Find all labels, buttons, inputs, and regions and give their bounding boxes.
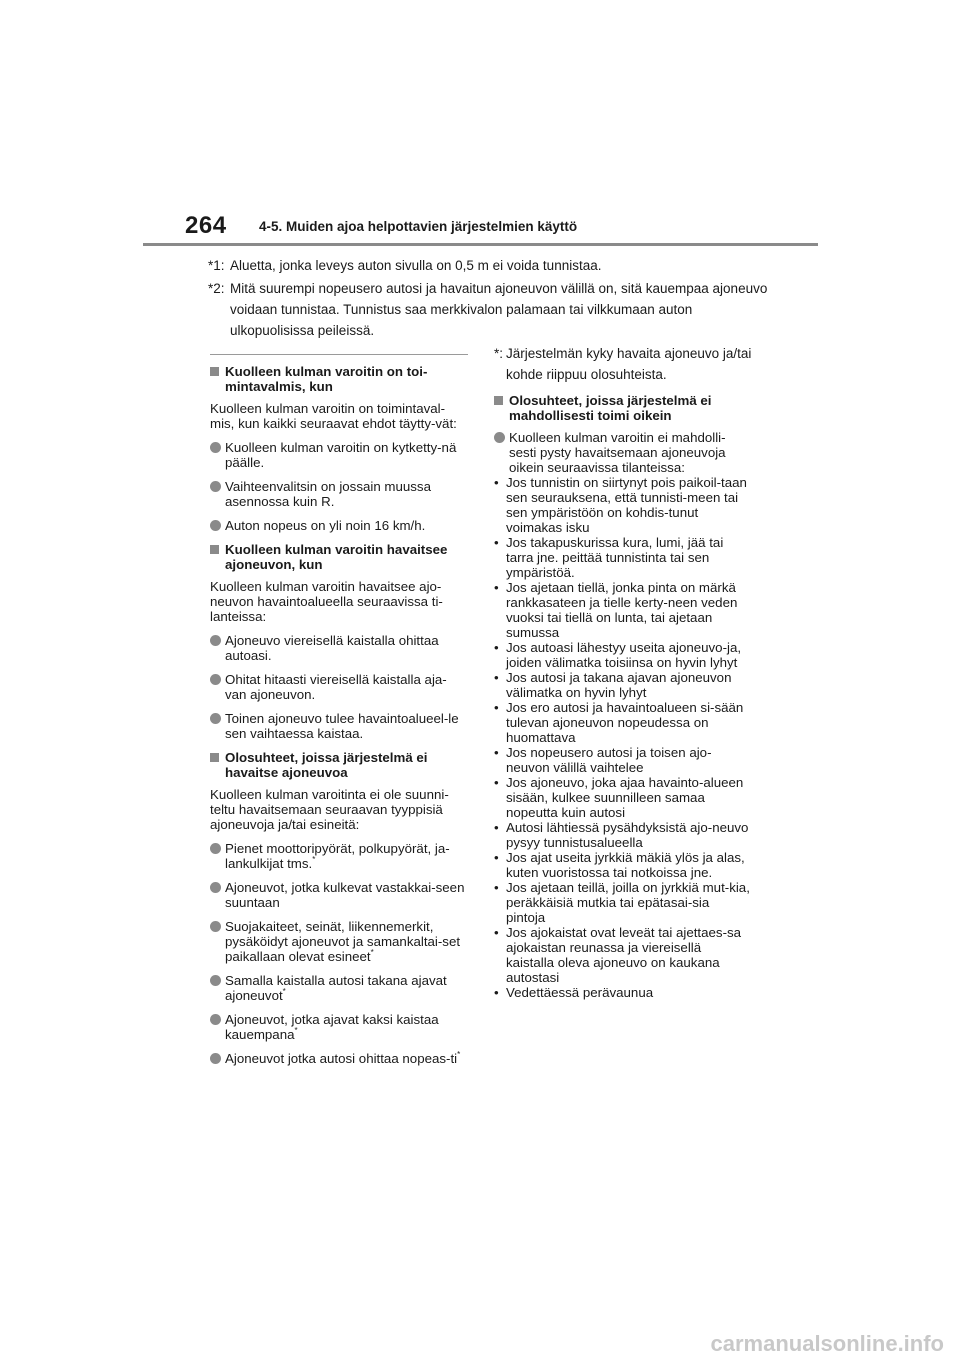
- list-item: [210, 518, 468, 533]
- section-title: 4-5. Muiden ajoa helpottavien järjestelmien käyttö: [259, 219, 578, 234]
- circle-bullet-icon: [210, 843, 221, 854]
- square-bullet-icon: [210, 367, 219, 376]
- watermark: carmanualsonline.info: [710, 1331, 944, 1356]
- list-item-text: Vaihteenvalitsin on jossain muussa asennossa kuin R.: [225, 479, 431, 509]
- list-item: [210, 841, 468, 871]
- list-item-text: Auton nopeus on yli noin 16 km/h.: [225, 518, 426, 533]
- heading-text: Kuolleen kulman varoitin havaitsee ajoneuvon, kun: [225, 542, 448, 572]
- header-rule: [143, 243, 818, 246]
- right-column: [494, 343, 752, 1000]
- footnote-1: [208, 255, 768, 276]
- footnote-mark: *:: [494, 346, 504, 361]
- list-item: [210, 440, 468, 470]
- section-heading: [210, 750, 468, 780]
- list-item-text: Ajoneuvo viereisellä kaistalla ohittaa autoasi.: [225, 633, 439, 663]
- list-item: [210, 711, 468, 741]
- list-item: [210, 919, 468, 964]
- condition-item: • Jos ajat useita jyrkkiä mäkiä ylös ja alas, kuten vuoristossa tai notkoissa jne.: [494, 850, 752, 880]
- circle-bullet-icon: [210, 635, 221, 646]
- list-item-text: Pienet moottoripyörät, polkupyörät, ja-lankulkijat tms.: [225, 841, 450, 871]
- footnotes: [208, 255, 768, 343]
- circle-bullet-icon: [210, 520, 221, 531]
- section-heading: [210, 542, 468, 572]
- condition-item: • Jos ero autosi ja havaintoalueen si-sään tulevan ajoneuvon nopeudessa on huomattava: [494, 700, 752, 745]
- square-bullet-icon: [494, 396, 503, 405]
- star-footnote: [494, 343, 752, 385]
- left-column: [210, 350, 468, 1075]
- heading-text: Olosuhteet, joissa järjestelmä ei mahdollisesti toimi oikein: [509, 393, 712, 423]
- circle-bullet-icon: [494, 432, 505, 443]
- condition-item: • Jos ajokaistat ovat leveät tai ajettaes-sa ajokaistan reunassa ja viereisellä kaistalla oleva ajoneuvo on kaukana autostasi: [494, 925, 752, 985]
- section-heading: [210, 364, 468, 394]
- section-heading: [494, 393, 752, 423]
- circle-bullet-icon: [210, 975, 221, 986]
- footnote-text: Järjestelmän kyky havaita ajoneuvo ja/tai kohde riippuu olosuhteista.: [506, 346, 752, 382]
- list-item-text: Samalla kaistalla autosi takana ajavat ajoneuvot: [225, 973, 447, 1003]
- square-bullet-icon: [210, 753, 219, 762]
- list-item: [210, 880, 468, 910]
- condition-item: • Jos autosi ja takana ajavan ajoneuvon välimatka on hyvin lyhyt: [494, 670, 752, 700]
- footnote-mark: *1:: [208, 258, 225, 273]
- heading-text: Kuolleen kulman varoitin on toi-mintavalmis, kun: [225, 364, 428, 394]
- footnote-text: Mitä suurempi nopeusero autosi ja havaitun ajoneuvon välillä on, sitä kauempaa ajoneuvo voidaan tunnistaa. Tunnistus saa merkkivalon palamaan tai vilkkumaan auton ulkopuolisissa peileissä.: [230, 281, 768, 338]
- list-item-text: Kuolleen kulman varoitin on kytketty-nä päälle.: [225, 440, 457, 470]
- footnote-star: *: [294, 1026, 298, 1035]
- footnote-star: *: [370, 948, 374, 957]
- list-item: [210, 672, 468, 702]
- condition-item: • Vedettäessä perävaunua: [494, 985, 752, 1000]
- list-item: [210, 479, 468, 509]
- condition-item: • Autosi lähtiessä pysähdyksistä ajo-neuvo pysyy tunnistusalueella: [494, 820, 752, 850]
- heading-text: Olosuhteet, joissa järjestelmä ei havaitse ajoneuvoa: [225, 750, 428, 780]
- page-number: 264: [185, 212, 227, 239]
- circle-bullet-icon: [210, 674, 221, 685]
- list-item-text: Ajoneuvot, jotka kulkevat vastakkai-seen suuntaan: [225, 880, 465, 910]
- square-bullet-icon: [210, 545, 219, 554]
- circle-bullet-icon: [210, 442, 221, 453]
- paragraph: Kuolleen kulman varoitin havaitsee ajo-neuvon havaintoalueella seuraavissa ti-lanteissa:: [210, 579, 443, 624]
- condition-item: • Jos ajetaan teillä, joilla on jyrkkiä mut-kia, peräkkäisiä mutkia tai epätasai-sia pintoja: [494, 880, 752, 925]
- list-item-text: Ajoneuvot jotka autosi ohittaa nopeas-ti: [225, 1051, 458, 1066]
- list-item: [210, 1012, 468, 1042]
- condition-item: • Jos autoasi lähestyy useita ajoneuvo-ja, joiden välimatka toisiinsa on hyvin lyhyt: [494, 640, 752, 670]
- footnote-text: Aluetta, jonka leveys auton sivulla on 0,5 m ei voida tunnistaa.: [230, 258, 602, 273]
- condition-item: • Jos takapuskurissa kura, lumi, jää tai tarra jne. peittää tunnistinta tai sen ympäristöä.: [494, 535, 752, 580]
- footnote-star: *: [312, 855, 316, 864]
- condition-item: • Jos nopeusero autosi ja toisen ajo-neuvon välillä vaihtelee: [494, 745, 752, 775]
- circle-bullet-icon: [210, 481, 221, 492]
- paragraph: Kuolleen kulman varoitin on toimintaval-mis, kun kaikki seuraavat ehdot täytty-vät:: [210, 401, 457, 431]
- footnote-star: *: [282, 987, 286, 996]
- list-item: [210, 1051, 468, 1066]
- list-item-text: Toinen ajoneuvo tulee havaintoalueel-le sen vaihtaessa kaistaa.: [225, 711, 459, 741]
- list-item-text: Ajoneuvot, jotka ajavat kaksi kaistaa kauempana: [225, 1012, 439, 1042]
- condition-list: [494, 475, 752, 1000]
- circle-bullet-icon: [210, 713, 221, 724]
- list-item-text: Suojakaiteet, seinät, liikennemerkit, pysäköidyt ajoneuvot ja samankaltai-set paikallaan olevat esineet: [225, 919, 461, 964]
- footnote-2: [208, 278, 768, 341]
- condition-item: • Jos tunnistin on siirtynyt pois paikoil-taan sen seurauksena, että tunnisti-meen tai sen ympäristöön on kohdis-tunut voimakas isku: [494, 475, 752, 535]
- condition-item: • Jos ajetaan tiellä, jonka pinta on märkä rankkasateen ja tielle kerty-neen veden vuoksi tai tiellä on lunta, tai ajetaan sumussa: [494, 580, 752, 640]
- column-rule: [210, 354, 468, 355]
- list-item-text: Kuolleen kulman varoitin ei mahdolli-sesti pysty havaitsemaan ajoneuvoja oikein seuraavissa tilanteissa:: [509, 430, 726, 475]
- circle-bullet-icon: [210, 921, 221, 932]
- list-item: [210, 973, 468, 1003]
- footnote-star: *: [457, 1050, 461, 1059]
- circle-bullet-icon: [210, 882, 221, 893]
- list-item-text: Ohitat hitaasti viereisellä kaistalla aja-van ajoneuvon.: [225, 672, 447, 702]
- list-item: [210, 633, 468, 663]
- list-item: [494, 430, 752, 475]
- condition-item: • Jos ajoneuvo, joka ajaa havainto-alueen sisään, kulkee suunnilleen samaa nopeutta kuin autosi: [494, 775, 752, 820]
- footnote-mark: *2:: [208, 281, 225, 296]
- paragraph: Kuolleen kulman varoitinta ei ole suunni-teltu havaitsemaan seuraavan tyyppisiä ajoneuvoja ja/tai esineitä:: [210, 787, 449, 832]
- circle-bullet-icon: [210, 1053, 221, 1064]
- circle-bullet-icon: [210, 1014, 221, 1025]
